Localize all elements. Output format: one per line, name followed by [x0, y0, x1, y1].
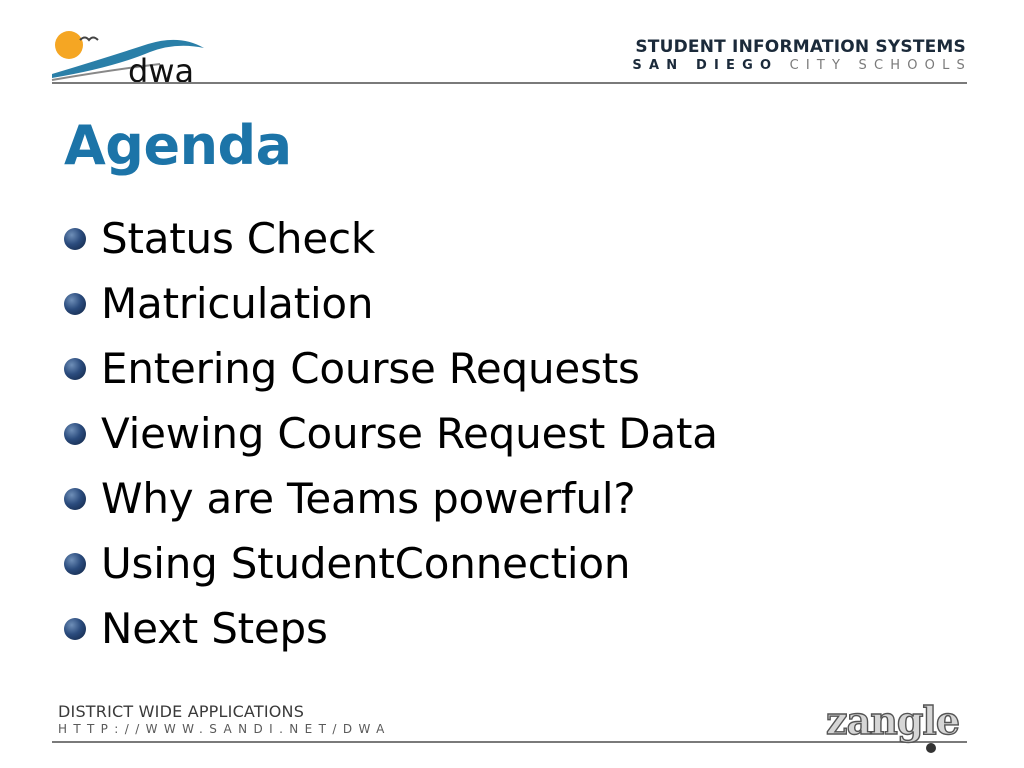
bird-icon [80, 38, 98, 41]
zangle-logo [822, 688, 966, 754]
zangle-logo-text: zangle [826, 698, 960, 743]
agenda-item-label: Status Check [101, 214, 375, 263]
agenda-item [64, 596, 718, 661]
agenda-item [64, 401, 718, 466]
bullet-icon [64, 553, 86, 575]
agenda-item-label: Why are Teams powerful? [101, 474, 636, 523]
org-title: STUDENT INFORMATION SYSTEMS [635, 37, 966, 57]
bullet-icon [64, 618, 86, 640]
zangle-dot-icon [926, 743, 936, 753]
slide-title: Agenda [64, 114, 292, 177]
bullet-icon [64, 488, 86, 510]
header-divider [52, 82, 967, 84]
agenda-item [64, 271, 718, 336]
org-subtitle [632, 58, 972, 73]
footer-org: DISTRICT WIDE APPLICATIONS [58, 702, 305, 721]
agenda-item-label: Next Steps [101, 604, 328, 653]
logo-text: dwa [128, 52, 195, 86]
agenda-item [64, 206, 718, 271]
dwa-logo [50, 28, 212, 86]
bullet-icon [64, 228, 86, 250]
organization-block [632, 37, 972, 73]
agenda-item-label: Matriculation [101, 279, 374, 328]
footer-url: HTTP://WWW.SANDI.NET/DWA [58, 722, 391, 736]
bullet-icon [64, 293, 86, 315]
org-sub-light: CITY SCHOOLS [789, 58, 972, 73]
bullet-icon [64, 358, 86, 380]
agenda-item-label: Using StudentConnection [101, 539, 631, 588]
agenda-item-label: Entering Course Requests [101, 344, 640, 393]
agenda-item [64, 336, 718, 401]
org-sub-strong: SAN DIEGO [632, 58, 779, 73]
agenda-list [64, 206, 718, 661]
bullet-icon [64, 423, 86, 445]
agenda-item-label: Viewing Course Request Data [101, 409, 718, 458]
agenda-item [64, 531, 718, 596]
agenda-item [64, 466, 718, 531]
sun-icon [55, 31, 83, 59]
